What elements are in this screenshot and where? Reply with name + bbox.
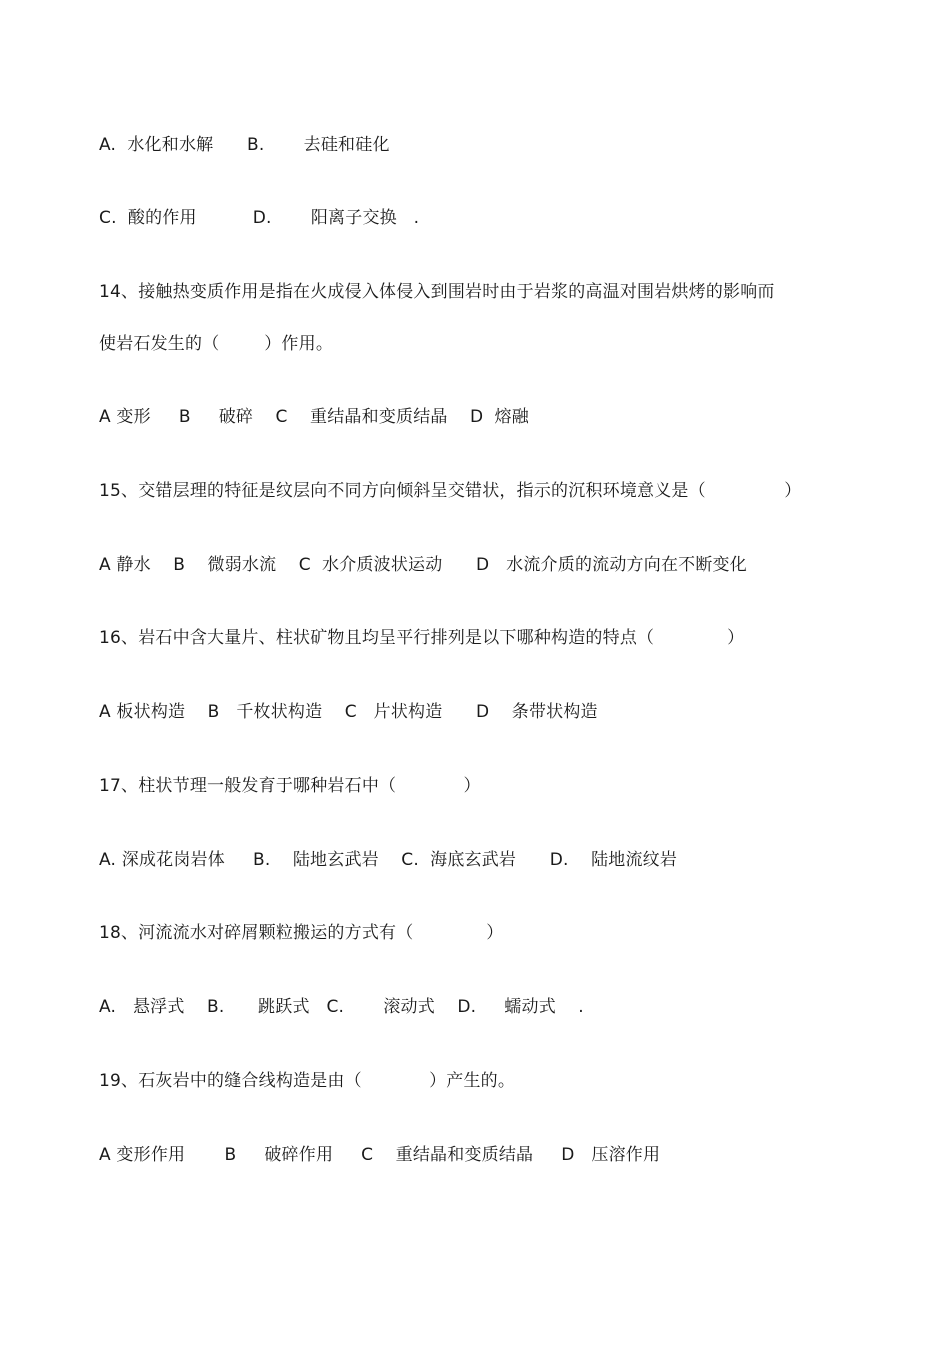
q13-options-ab: A. 水化和水解 B. 去硅和硅化 [99,135,390,155]
question-17: 17、柱状节理一般发育于哪种岩石中（ ） [99,776,481,796]
question-14-line-2: 使岩石发生的（ ）作用。 [99,334,334,354]
question-19: 19、石灰岩中的缝合线构造是由（ ）产生的。 [99,1071,516,1091]
question-15: 15、交错层理的特征是纹层向不同方向倾斜呈交错状，指示的沉积环境意义是（ ） [99,481,802,501]
question-19-options: A 变形作用 B 破碎作用 C 重结晶和变质结晶 D 压溶作用 [99,1145,661,1165]
question-18-options: A. 悬浮式 B. 跳跃式 C. 滚动式 D. 蠕动式 . [99,997,584,1017]
question-14-line-1: 14、接触热变质作用是指在火成侵入体侵入到围岩时由于岩浆的高温对围岩烘烤的影响而 [99,282,775,302]
question-16: 16、岩石中含大量片、柱状矿物且均呈平行排列是以下哪种构造的特点（ ） [99,628,745,648]
question-14-options: A 变形 B 破碎 C 重结晶和变质结晶 D 熔融 [99,407,529,427]
question-15-options: A 静水 B 微弱水流 C 水介质波状运动 D 水流介质的流动方向在不断变化 [99,555,747,575]
question-17-options: A. 深成花岗岩体 B. 陆地玄武岩 C. 海底玄武岩 D. 陆地流纹岩 [99,850,678,870]
question-16-options: A 板状构造 B 千枚状构造 C 片状构造 D 条带状构造 [99,702,598,722]
q13-options-cd: C. 酸的作用 D. 阳离子交换 . [99,208,420,228]
question-18: 18、河流流水对碎屑颗粒搬运的方式有（ ） [99,923,504,943]
